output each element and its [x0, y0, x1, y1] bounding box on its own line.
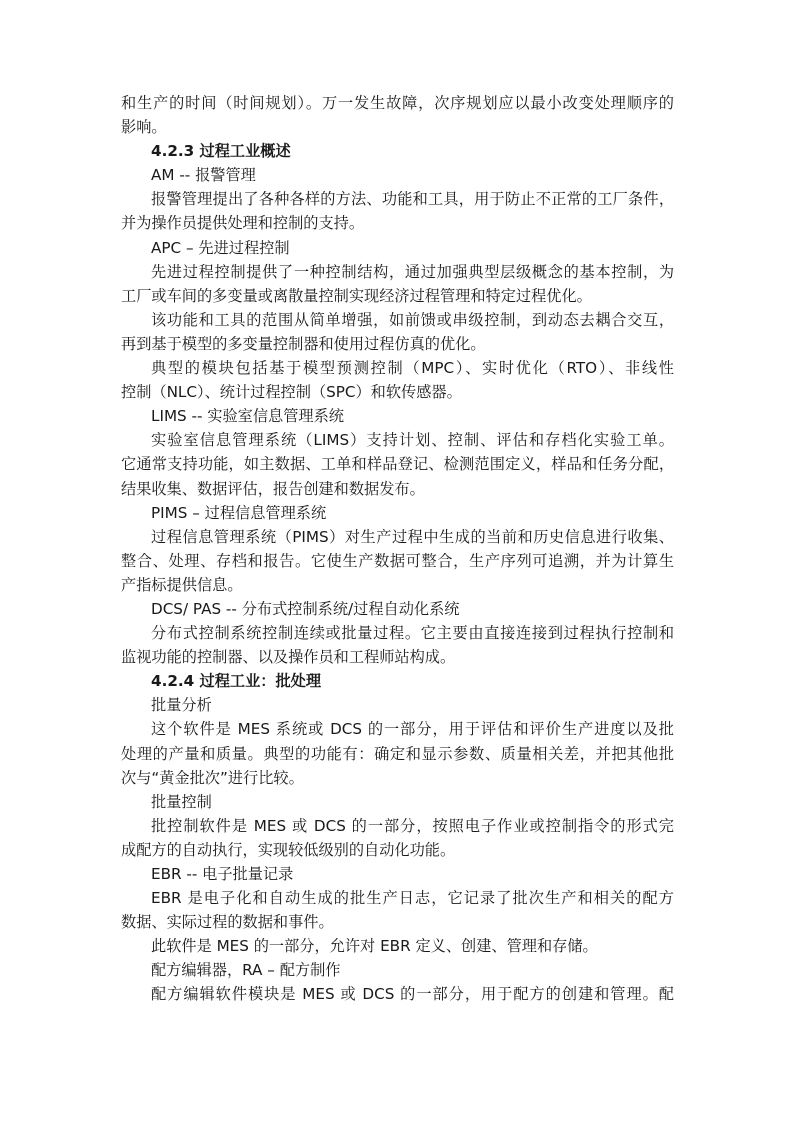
- paragraph-line: 控制（NLC）、统计过程控制（SPC）和软传感器。: [121, 383, 462, 402]
- paragraph-line: 配方编辑软件模块是 MES 或 DCS 的一部分，用于配方的创建和管理。配: [151, 985, 674, 1004]
- paragraph-line: 整合、处理、存档和报告。它使生产数据可整合，生产序列可追溯，并为计算生: [121, 551, 674, 570]
- term-heading: EBR -- 电子批量记录: [151, 865, 294, 883]
- section-heading: 4.2.3 过程工业概述: [151, 142, 291, 161]
- paragraph-line: 实验室信息管理系统（LIMS）支持计划、控制、评估和存档化实验工单。: [151, 431, 674, 450]
- term-heading: 批量控制: [151, 792, 212, 811]
- paragraph-line: 再到基于模型的多变量控制器和使用过程仿真的优化。: [121, 334, 486, 353]
- paragraph-line: 工厂或车间的多变量或离散量控制实现经济过程管理和特定过程优化。: [121, 286, 592, 305]
- paragraph-line: 产指标提供信息。: [121, 575, 243, 594]
- paragraph-line: 过程信息管理系统（PIMS）对生产过程中生成的当前和历史信息进行收集、: [151, 527, 674, 546]
- term-heading: DCS/ PAS -- 分布式控制系统/过程自动化系统: [151, 599, 460, 618]
- term-heading: 配方编辑器，RA – 配方制作: [151, 961, 341, 980]
- paragraph-line: 处理的产量和质量。典型的功能有：确定和显示参数、质量相关差，并把其他批: [121, 744, 674, 763]
- paragraph-line: 成配方的自动执行，实现较低级别的自动化功能。: [121, 840, 456, 859]
- term-heading: PIMS – 过程信息管理系统: [151, 503, 327, 522]
- paragraph-line: 此软件是 MES 的一部分，允许对 EBR 定义、创建、管理和存储。: [151, 937, 598, 956]
- paragraph-line: 影响。: [121, 118, 167, 137]
- term-heading: 批量分析: [151, 696, 212, 715]
- paragraph-line: 结果收集、数据评估，报告创建和数据发布。: [121, 479, 425, 498]
- paragraph-line: 数据、实际过程的数据和事件。: [121, 913, 334, 932]
- paragraph-line: 并为操作员提供处理和控制的支持。: [121, 214, 364, 233]
- section-heading: 4.2.4 过程工业：批处理: [151, 672, 322, 691]
- term-heading: LIMS -- 实验室信息管理系统: [151, 407, 344, 426]
- paragraph-line: 该功能和工具的范围从简单增强，如前馈或串级控制，到动态去耦合交互，: [151, 310, 674, 329]
- paragraph-line: 批控制软件是 MES 或 DCS 的一部分，按照电子作业或控制指令的形式完: [151, 816, 674, 835]
- document-page: [121, 91, 674, 1007]
- paragraph-line: 它通常支持功能，如主数据、工单和样品登记、检测范围定义，样品和任务分配，: [121, 455, 674, 474]
- paragraph-line: 分布式控制系统控制连续或批量过程。它主要由直接连接到过程执行控制和: [151, 624, 674, 643]
- paragraph-line: 报警管理提出了各种各样的方法、功能和工具，用于防止不正常的工厂条件，: [151, 190, 674, 209]
- paragraph-line: 和生产的时间（时间规划）。万一发生故障，次序规划应以最小改变处理顺序的: [121, 94, 674, 112]
- paragraph-line: 次与“黄金批次”进行比较。: [121, 768, 304, 787]
- paragraph-line: 典型的模块包括基于模型预测控制（MPC）、实时优化（RTO）、非线性: [151, 359, 674, 378]
- term-heading: AM -- 报警管理: [151, 166, 256, 185]
- paragraph-line: EBR 是电子化和自动生成的批生产日志，它记录了批次生产和相关的配方: [151, 889, 674, 908]
- term-heading: APC – 先进过程控制: [151, 238, 290, 257]
- paragraph-line: 监视功能的控制器、以及操作员和工程师站构成。: [121, 648, 456, 667]
- paragraph-line: 先进过程控制提供了一种控制结构，通过加强典型层级概念的基本控制，为: [151, 262, 674, 281]
- paragraph-line: 这个软件是 MES 系统或 DCS 的一部分，用于评估和评价生产进度以及批: [151, 720, 674, 739]
